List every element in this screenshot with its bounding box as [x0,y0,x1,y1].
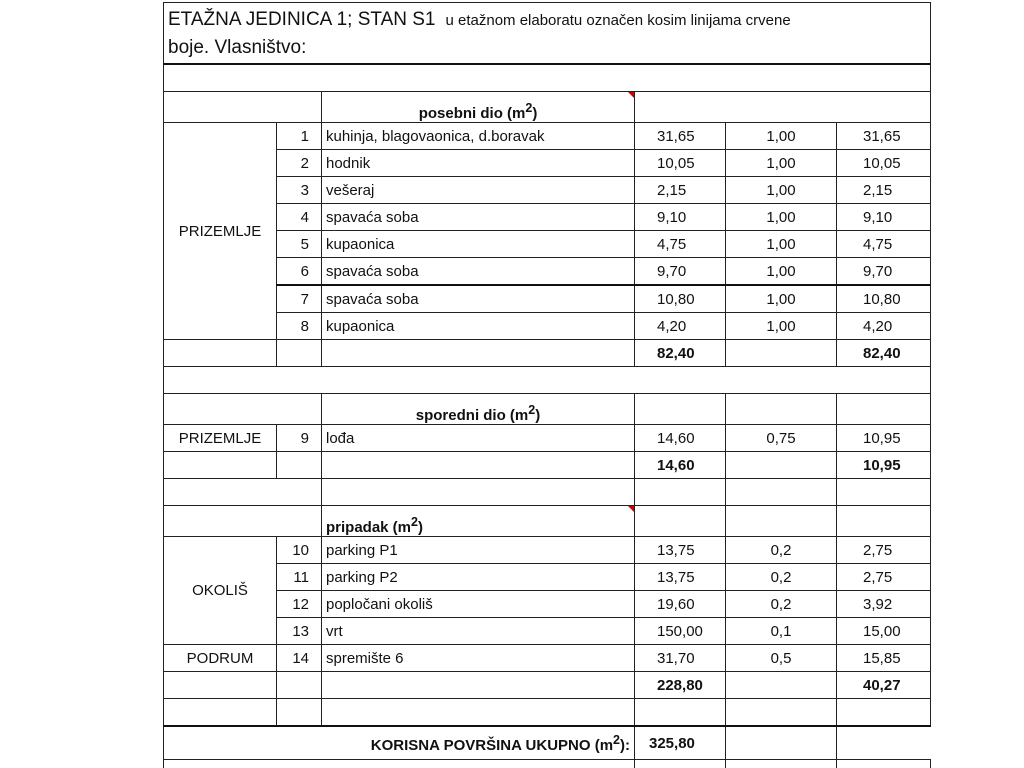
area-value: 13,75 [635,564,726,591]
coefficient-value: 0,75 [726,425,837,452]
title-row [164,3,931,65]
area-value: 19,60 [635,591,726,618]
area-value: 4,20 [635,313,726,340]
coefficient-value: 1,00 [726,313,837,340]
weighted-area-value: 2,75 [837,564,931,591]
empty-cell [277,452,322,479]
subtotal-row [164,452,931,479]
area-value: 31,70 [635,645,726,672]
unit-title: ETAŽNA JEDINICA 1; STAN S1 [168,8,436,30]
empty-cell [322,672,635,699]
coefficient-value: 1,00 [726,204,837,231]
coefficient-value: 1,00 [726,177,837,204]
section-header-posebni: posebni dio $(m^2)$ [164,92,931,123]
row-number: 4 [277,204,322,231]
room-name: vrt [322,618,635,645]
table-row [164,231,931,258]
unit-subtitle: u etažnom elaboratu označen kosim linijama crvene [445,11,791,29]
section-header-sporedni: sporedni dio $(m^2)$ [164,394,931,425]
coefficient-value: 1,00 [726,285,837,313]
coefficient-value: 0,2 [726,537,837,564]
subtotal-weighted: 10,95 [837,452,931,479]
weighted-area-value: 4,75 [837,231,931,258]
row-number: 12 [277,591,322,618]
table-row [164,258,931,286]
coefficient-value: 1,00 [726,258,837,286]
row-number: 1 [277,123,322,150]
weighted-area-value: 15,00 [837,618,931,645]
empty-cell [164,340,277,367]
empty-cell [277,340,322,367]
room-name: hodnik [322,150,635,177]
location-label: PODRUM [164,645,277,672]
partial-row [164,760,931,768]
subtotal-row [164,672,931,699]
subtotal-area: 82,40 [635,340,726,367]
weighted-area-value: 3,92 [837,591,931,618]
room-name: spavaća soba [322,285,635,313]
empty-cell [164,452,277,479]
coefficient-value: 0,5 [726,645,837,672]
empty-cell [322,452,635,479]
row-number: 3 [277,177,322,204]
grand-total-label: KORISNA POVRŠINA UKUPNO (m [370,736,614,754]
room-name: vešeraj [322,177,635,204]
empty-row [164,479,931,506]
empty-cell [726,452,837,479]
area-value: 150,00 [635,618,726,645]
area-value: 31,65 [635,123,726,150]
coefficient-value: 0,1 [726,618,837,645]
table-row [164,285,931,313]
unit-subtitle-line2: boje. Vlasništvo: [168,36,307,58]
empty-row [164,64,931,92]
weighted-area-value: 2,75 [837,537,931,564]
row-number: 7 [277,285,322,313]
empty-row [164,367,931,394]
table-row [164,204,931,231]
room-name: kuhinja, blagovaonica, d.boravak [322,123,635,150]
coefficient-value: 1,00 [726,150,837,177]
table-row [164,313,931,340]
room-name: spavaća soba [322,258,635,286]
section-title: pripadak (m [326,519,412,536]
subtotal-row [164,340,931,367]
empty-row [164,699,931,727]
weighted-area-value: 15,85 [837,645,931,672]
area-table [163,2,931,768]
row-number: 14 [277,645,322,672]
row-number: 8 [277,313,322,340]
room-name: lođa [322,425,635,452]
subtotal-weighted: 40,27 [837,672,931,699]
room-name: kupaonica [322,231,635,258]
table-row [164,645,931,672]
table-row [164,564,931,591]
subtotal-area: 14,60 [635,452,726,479]
weighted-area-value: 10,80 [837,285,931,313]
row-number: 10 [277,537,322,564]
area-value: 9,70 [635,258,726,286]
weighted-area-value: 2,15 [837,177,931,204]
weighted-area-value: 31,65 [837,123,931,150]
row-number: 11 [277,564,322,591]
room-name: kupaonica [322,313,635,340]
area-value: 4,75 [635,231,726,258]
grand-total-row: KORISNA POVRŠINA UKUPNO $(m^2)$: 325,80 [164,726,931,760]
room-name: parking P1 [322,537,635,564]
row-number: 13 [277,618,322,645]
row-number: 2 [277,150,322,177]
room-name: popločani okoliš [322,591,635,618]
empty-cell [277,672,322,699]
location-label: PRIZEMLJE [164,425,277,452]
coefficient-value: 0,2 [726,564,837,591]
grand-total-value: 325,80 [635,726,726,760]
subtotal-weighted: 82,40 [837,340,931,367]
table-row [164,177,931,204]
area-value: 10,80 [635,285,726,313]
coefficient-value: 1,00 [726,123,837,150]
location-label: PRIZEMLJE [164,123,277,340]
room-name: parking P2 [322,564,635,591]
table-row [164,591,931,618]
weighted-area-value: 9,10 [837,204,931,231]
table-row [164,537,931,564]
room-name: spavaća soba [322,204,635,231]
table-row [164,150,931,177]
section-title: posebni dio (m [418,105,526,122]
location-label: OKOLIŠ [164,537,277,645]
empty-cell [726,672,837,699]
weighted-area-value: 4,20 [837,313,931,340]
row-number: 5 [277,231,322,258]
subtotal-area: 228,80 [635,672,726,699]
table-row [164,123,931,150]
table-row [164,618,931,645]
weighted-area-value: 10,95 [837,425,931,452]
coefficient-value: 0,2 [726,591,837,618]
area-value: 9,10 [635,204,726,231]
coefficient-value: 1,00 [726,231,837,258]
room-name: spremište 6 [322,645,635,672]
empty-cell [322,340,635,367]
section-title: sporedni dio (m [415,407,529,424]
area-value: 13,75 [635,537,726,564]
row-number: 6 [277,258,322,286]
section-header-pripadak: pripadak $(m^2)$ [164,506,931,537]
weighted-area-value: 10,05 [837,150,931,177]
area-value: 14,60 [635,425,726,452]
empty-cell [164,672,277,699]
empty-cell [726,340,837,367]
row-number: 9 [277,425,322,452]
table-row [164,425,931,452]
area-value: 2,15 [635,177,726,204]
weighted-area-value: 9,70 [837,258,931,286]
area-value: 10,05 [635,150,726,177]
